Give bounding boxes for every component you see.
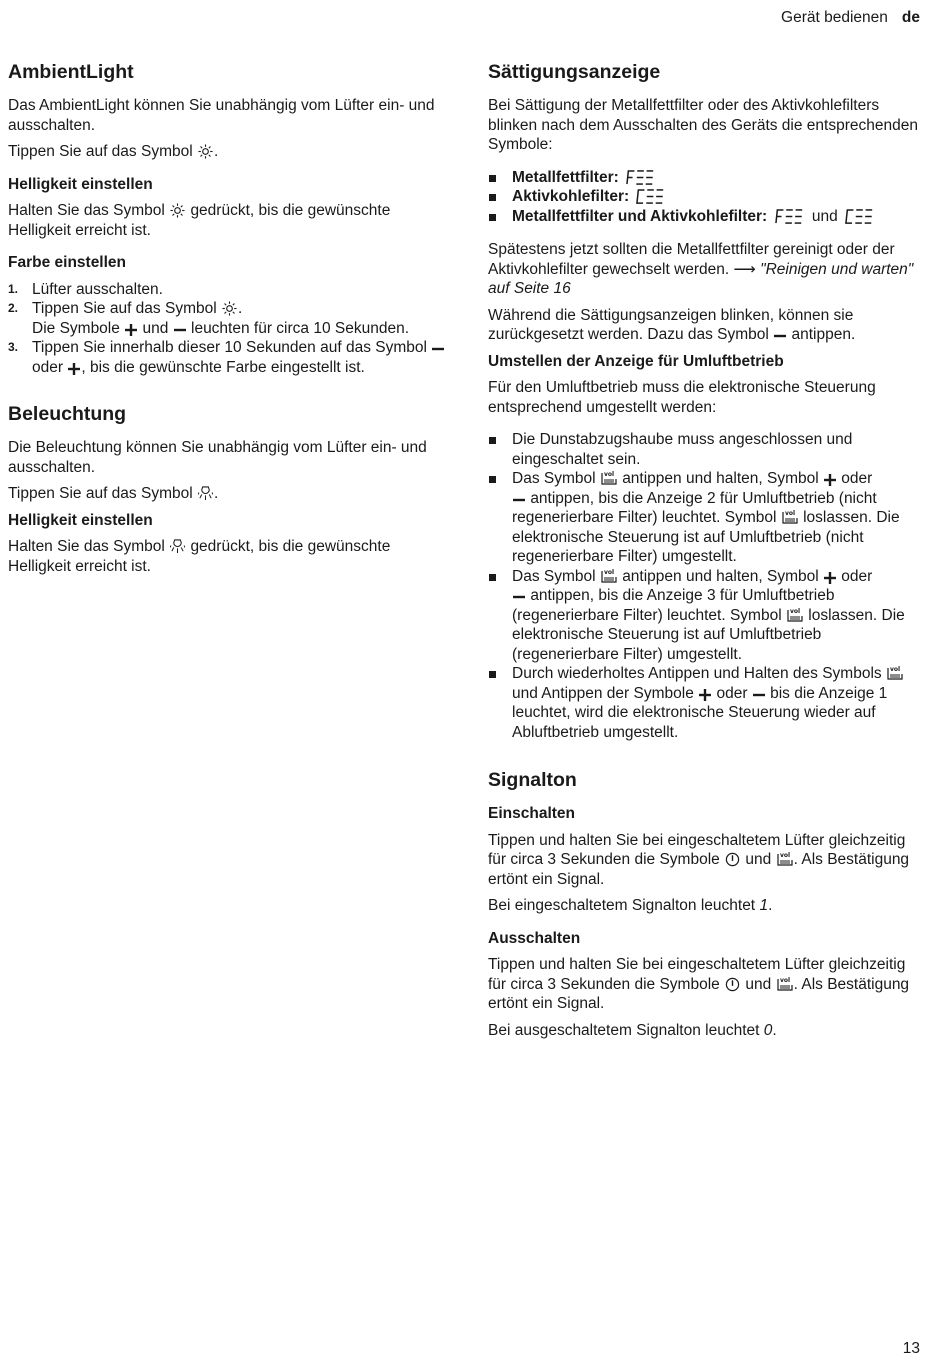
power-icon (725, 852, 740, 867)
list-item (8, 338, 448, 377)
list-item-text: Die Dunstabzugshaube muss angeschlossen und eingeschaltet sein. (512, 431, 853, 468)
list-item-text: Das Symbol (512, 470, 596, 487)
display-digit: 0 (763, 1021, 773, 1039)
minus-icon (174, 324, 186, 336)
bullet-icon (489, 476, 496, 483)
minus-icon (432, 343, 444, 355)
bullet-icon (489, 194, 496, 201)
header-language: de (901, 9, 920, 26)
step-text: Tippen Sie innerhalb dieser 10 Sekunden auf das Symbol (32, 339, 427, 356)
ambientlight-brightness-pre: Halten Sie das Symbol (8, 202, 165, 219)
vol-icon (777, 976, 793, 992)
color-steps-list (8, 280, 448, 378)
signalton-off-result (488, 1021, 923, 1041)
beleuchtung-brightness-pre: Halten Sie das Symbol (8, 538, 165, 555)
signalton-on-post: . Als Bestätigung ertönt ein Signal. (488, 851, 910, 888)
list-item-text: loslassen. Die elektronische Steuerung ist auf Umluftbetrieb (nicht regenerierbare Filter) umgestellt. (512, 509, 900, 565)
bullet-icon (489, 214, 496, 221)
beleuchtung-brightness-post: gedrückt, bis die gewünschte Helligkeit erreicht ist. (8, 538, 391, 575)
list-item-text: Das Symbol (512, 567, 596, 585)
ambientlight-brightness-title: Helligkeit einstellen (8, 175, 153, 193)
page-number: 13 (902, 1339, 920, 1357)
cross-reference-link[interactable]: "Reinigen und warten" auf Seite 16 (488, 260, 914, 297)
list-item-text: oder (716, 684, 748, 702)
bullet-icon (489, 671, 496, 678)
signalton-on-result-text: Bei eingeschaltetem Signalton leuchtet (488, 897, 756, 914)
plus-icon (824, 474, 836, 486)
list-item (488, 207, 923, 227)
beleuchtung-brightness-text (8, 537, 448, 576)
step-number: 2. (8, 301, 19, 315)
list-item (8, 299, 448, 338)
list-item-text: antippen, bis die Anzeige 3 für Umluftbetrieb (regenerierbare Filter) leuchtet. Symbol (512, 587, 835, 624)
vol-icon (601, 470, 617, 486)
signalton-on-mid: und (745, 851, 772, 868)
list-item (488, 664, 923, 742)
header-section: Gerät bedienen (781, 9, 888, 26)
display-digit: 1 (759, 897, 769, 914)
list-item (488, 469, 923, 567)
plus-icon (68, 363, 80, 375)
signalton-section (488, 768, 923, 1040)
signalton-off-result-text: Bei ausgeschaltetem Signalton leuchtet (488, 1021, 760, 1039)
saturation-label: Metallfettfilter und Aktivkohlefilter: (512, 207, 768, 225)
list-item (8, 280, 448, 300)
vol-icon (777, 851, 793, 867)
step-number: 1. (8, 281, 19, 296)
filter-f-display-icon (624, 170, 658, 185)
list-item (488, 567, 923, 665)
umluft-intro: Für den Umluftbetrieb muss die elektronische Steuerung entsprechend umgestellt werden: (488, 379, 876, 416)
ambientlight-color-title: Farbe einstellen (8, 254, 127, 271)
signalton-on-result (488, 896, 923, 916)
minus-icon (774, 330, 786, 342)
ambient-light-icon (170, 203, 185, 218)
beleuchtung-title: Beleuchtung (8, 403, 127, 425)
umluft-section (488, 352, 923, 743)
bullet-icon (489, 574, 496, 581)
signalton-off-text (488, 955, 923, 1014)
ambientlight-brightness-post: gedrückt, bis die gewünschte Helligkeit erreicht ist. (8, 202, 391, 239)
saturation-label: Aktivkohlefilter: (512, 188, 630, 205)
list-item-text: oder (841, 470, 873, 487)
saettigung-reset-end: antippen. (791, 326, 856, 343)
signalton-on-pre: Tippen und halten Sie bei eingeschaltetem Lüfter gleichzeitig für circa 3 Sekunden die Symbole (488, 831, 906, 868)
signalton-off-title: Ausschalten (488, 929, 581, 947)
step-text: Die Symbole (32, 319, 120, 337)
list-item-text: und Antippen der Symbole (512, 684, 694, 702)
ambientlight-tap-text: Tippen Sie auf das Symbol (8, 143, 193, 160)
saettigung-reset-text: Während die Sättigungsanzeigen blinken, können sie zurückgesetzt werden. Dazu das Symbol (488, 306, 854, 343)
list-item-text: Durch wiederholtes Antippen und Halten des Symbols (512, 665, 882, 682)
minus-icon (513, 591, 525, 603)
umluft-title: Umstellen der Anzeige für Umluftbetrieb (488, 352, 784, 370)
vol-icon (787, 607, 803, 623)
minus-icon (753, 689, 765, 701)
minus-icon (513, 494, 525, 506)
saettigung-note (488, 240, 923, 299)
list-item-text: bis die Anzeige 1 leuchtet, wird die elektronische Steuerung wieder auf Abluftbetrieb umgestellt. (512, 684, 888, 741)
bullet-icon (489, 175, 496, 182)
step-text: , bis die gewünschte Farbe eingestellt ist. (81, 358, 365, 376)
step-text-end: . (237, 300, 243, 317)
page-header (781, 8, 920, 28)
saturation-list (488, 168, 923, 227)
filter-f-display-icon (773, 209, 807, 224)
signalton-title: Signalton (488, 769, 577, 791)
left-column (8, 60, 448, 583)
saturation-joiner: und (811, 207, 838, 225)
plus-icon (125, 324, 137, 336)
plus-icon (824, 572, 836, 584)
filter-c-display-icon (634, 189, 668, 204)
sentence-end: . (768, 897, 773, 914)
light-icon (170, 539, 185, 554)
beleuchtung-brightness-title: Helligkeit einstellen (8, 511, 153, 529)
beleuchtung-tap (8, 484, 448, 504)
step-text: oder (32, 358, 64, 376)
light-icon (198, 486, 213, 501)
saettigung-note-text: Spätestens jetzt sollten die Metallfettfilter gereinigt oder der Aktivkohlefilter gewechselt werden. (488, 241, 895, 278)
beleuchtung-tap-text: Tippen Sie auf das Symbol (8, 485, 193, 502)
plus-icon (699, 689, 711, 701)
beleuchtung-section (8, 402, 448, 576)
step-text: leuchten für circa 10 Sekunden. (191, 319, 409, 337)
step-text: und (142, 319, 169, 337)
beleuchtung-intro: Die Beleuchtung können Sie unabhängig vom Lüfter ein- und ausschalten. (8, 439, 427, 476)
ambientlight-title: AmbientLight (8, 61, 134, 83)
beleuchtung-tap-end: . (213, 485, 219, 502)
ambientlight-section (8, 60, 448, 377)
step-number: 3. (8, 340, 19, 354)
list-item-text: oder (841, 567, 873, 585)
signalton-off-pre: Tippen und halten Sie bei eingeschaltetem Lüfter gleichzeitig für circa 3 Sekunden die Symbole (488, 956, 906, 993)
step-text: Lüfter ausschalten. (32, 280, 163, 298)
filter-c-display-icon (843, 209, 877, 224)
right-column (488, 60, 923, 1047)
signalton-on-title: Einschalten (488, 805, 575, 822)
saettigung-title: Sättigungsanzeige (488, 61, 661, 83)
saturation-label: Metallfettfilter: (512, 168, 619, 186)
signalton-off-mid: und (745, 975, 772, 993)
bullet-icon (489, 437, 496, 444)
saettigung-section (488, 60, 923, 345)
arrow-right-icon: ⟶ (733, 260, 756, 278)
saettigung-intro: Bei Sättigung der Metallfettfilter oder des Aktivkohlefilters blinken nach dem Ausschalten des Geräts die entsprechenden Symbole: (488, 97, 918, 153)
ambientlight-tap (8, 142, 448, 162)
list-item-text: loslassen. Die elektronische Steuerung ist auf Umluftbetrieb (regenerierbare Filter) umgestellt. (512, 606, 905, 663)
list-item-text: antippen, bis die Anzeige 2 für Umluftbetrieb (nicht regenerierbare Filter) leuchtet. Symbol (512, 489, 877, 526)
ambientlight-brightness-text (8, 201, 448, 240)
ambientlight-intro: Das AmbientLight können Sie unabhängig vom Lüfter ein- und ausschalten. (8, 97, 435, 134)
ambient-light-icon (222, 301, 237, 316)
ambient-light-icon (198, 144, 213, 159)
list-item (488, 430, 923, 469)
signalton-off-post: . Als Bestätigung ertönt ein Signal. (488, 975, 910, 1012)
list-item-text: antippen und halten, Symbol (622, 470, 819, 487)
step-text: Tippen Sie auf das Symbol (32, 300, 217, 317)
saettigung-reset (488, 306, 923, 345)
vol-icon (887, 665, 903, 681)
list-item (488, 168, 923, 188)
sentence-end: . (772, 1021, 777, 1039)
umluft-list (488, 430, 923, 742)
ambientlight-tap-end: . (213, 143, 219, 160)
power-icon (725, 977, 740, 992)
list-item (488, 187, 923, 207)
signalton-on-text (488, 831, 923, 890)
vol-icon (601, 568, 617, 584)
list-item-text: antippen und halten, Symbol (622, 567, 819, 585)
vol-icon (782, 509, 798, 525)
